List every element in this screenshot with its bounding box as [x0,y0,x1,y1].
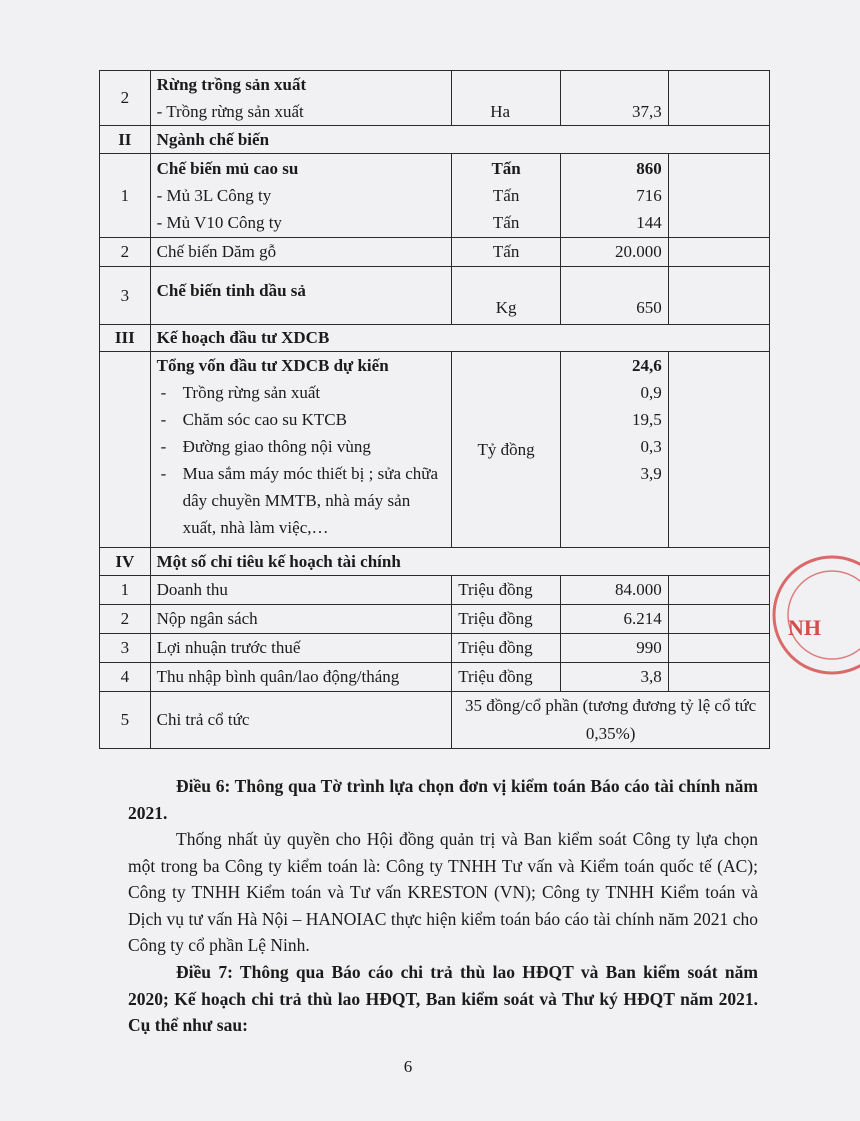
empty-cell [668,154,769,238]
value-cell [561,71,669,126]
row-number: 5 [100,692,151,749]
empty-cell [668,576,769,605]
table-row [100,605,770,634]
row-number: 2 [100,605,151,634]
table-row [100,692,770,749]
row-number: 1 [100,576,151,605]
row-number: 4 [100,663,151,692]
value: 0,3 [640,437,662,456]
dash-marker: - [160,437,167,456]
value-cell [561,154,669,238]
page-number: 6 [403,1057,413,1076]
unit: Tấn [452,238,561,267]
row-number: 1 [100,154,151,238]
value: 24,6 [631,356,662,375]
plan-table [99,70,770,749]
section-row [100,126,770,154]
unit-cell [452,154,561,238]
value: 20.000 [561,238,669,267]
value-cell [561,352,669,548]
value: 37,3 [631,102,662,121]
value: 990 [561,634,669,663]
dash-marker: - [160,410,167,429]
article-7 [128,959,758,1039]
article-6-heading: Điều 6: Thông qua Tờ trình lựa chọn đơn vị kiểm toán Báo cáo tài chính năm 2021. [128,776,758,823]
empty-cell [668,238,769,267]
item-title: Tổng vốn đầu tư XDCB dự kiến [156,356,389,375]
row-number: 3 [100,634,151,663]
section-number: IV [100,548,151,576]
empty-cell [668,663,769,692]
unit: Tấn [492,213,520,232]
value: 716 [636,186,662,205]
item-label: Lợi nhuận trước thuế [150,634,452,663]
row-number: 2 [100,71,151,126]
list-item-label: Đường giao thông nội vùng [182,437,371,456]
item-label: Chế biến tinh dầu sả [150,267,452,325]
item-label: Thu nhập bình quân/lao động/tháng [150,663,452,692]
article-6 [128,773,758,959]
list-item-label: Chăm sóc cao su KTCB [182,410,347,429]
table-row [100,71,770,126]
unit: Triệu đồng [452,576,561,605]
empty-cell [100,352,151,548]
row-number: 3 [100,267,151,325]
section-title: Ngành chế biến [150,126,769,154]
unit: Triệu đồng [452,663,561,692]
unit: Triệu đồng [452,634,561,663]
item-sub: - Trồng rừng sản xuất [156,102,304,121]
list-item-label: Trồng rừng sản xuất [182,383,321,402]
dash-marker: - [160,464,167,483]
list-item [157,433,446,460]
section-row [100,325,770,352]
article-7-heading: Điều 7: Thông qua Báo cáo chi trả thù lao HĐQT và Ban kiểm soát năm 2020; Kế hoạch chi trả thù lao HĐQT, Ban kiểm soát và Thư ký HĐQT năm 2021. Cụ thể như sau: [128,962,758,1035]
row-number: 2 [100,238,151,267]
section-number: III [100,325,151,352]
unit: Kg [452,267,561,325]
section-title: Kế hoạch đầu tư XDCB [150,325,769,352]
list-item [157,460,446,541]
item-sub: - Mủ V10 Công ty [156,213,282,232]
value: 650 [561,267,669,325]
item-cell [150,154,452,238]
table-row [100,663,770,692]
section-title: Một số chỉ tiêu kế hoạch tài chính [150,548,769,576]
empty-cell [668,605,769,634]
table-row [100,238,770,267]
table-row [100,154,770,238]
item-label: Chi trả cổ tức [150,692,452,749]
item-title: Rừng trồng sản xuất [156,75,307,94]
unit: Tấn [491,159,521,178]
section-number: II [100,126,151,154]
value: 6.214 [561,605,669,634]
empty-cell [668,71,769,126]
dash-marker: - [160,383,167,402]
unit: Tỷ đồng [452,352,561,548]
value: 860 [636,159,662,178]
article-6-body: Thống nhất ủy quyền cho Hội đồng quản trị và Ban kiểm soát Công ty lựa chọn một trong ba Công ty kiểm toán là: Công ty TNHH Tư vấn và Kiểm toán quốc tế (AC); Công ty TNHH Kiểm toán và Tư vấn KRESTON (VN); Công ty TNHH Kiểm toán và Dịch vụ tư vấn Hà Nội – HANOIAC thực hiện kiểm toán báo cáo tài chính năm 2021 cho Công ty cổ phần Lệ Ninh. [128,829,758,955]
list-item-label: Mua sắm máy móc thiết bị ; sửa chữa dây chuyền MMTB, nhà máy sản xuất, nhà làm việc,… [182,464,439,537]
section-row [100,548,770,576]
table-row [100,576,770,605]
empty-cell [668,267,769,325]
unit-cell [452,71,561,126]
stamp-text: NH [788,615,821,640]
unit: Triệu đồng [452,605,561,634]
item-cell [150,352,452,548]
item-cell [150,71,452,126]
list-item [157,406,446,433]
item-sub: - Mủ 3L Công ty [156,186,272,205]
table-row [100,352,770,548]
item-label: Chế biến Dăm gỗ [150,238,452,267]
empty-cell [668,634,769,663]
value: 84.000 [561,576,669,605]
unit: Ha [490,102,511,121]
value: 3,9 [640,464,662,483]
item-label: Doanh thu [150,576,452,605]
value: 144 [636,213,662,232]
table-row [100,634,770,663]
dividend-value: 35 đồng/cổ phần (tương đương tỷ lệ cổ tức 0,35%) [452,692,770,749]
empty-cell [668,352,769,548]
item-label: Nộp ngân sách [150,605,452,634]
value: 0,9 [640,383,662,402]
value: 19,5 [631,410,662,429]
list-item [157,379,446,406]
red-stamp-icon [770,540,860,690]
table-row [100,267,770,325]
item-title: Chế biến mủ cao su [156,159,299,178]
unit: Tấn [492,186,520,205]
value: 3,8 [561,663,669,692]
